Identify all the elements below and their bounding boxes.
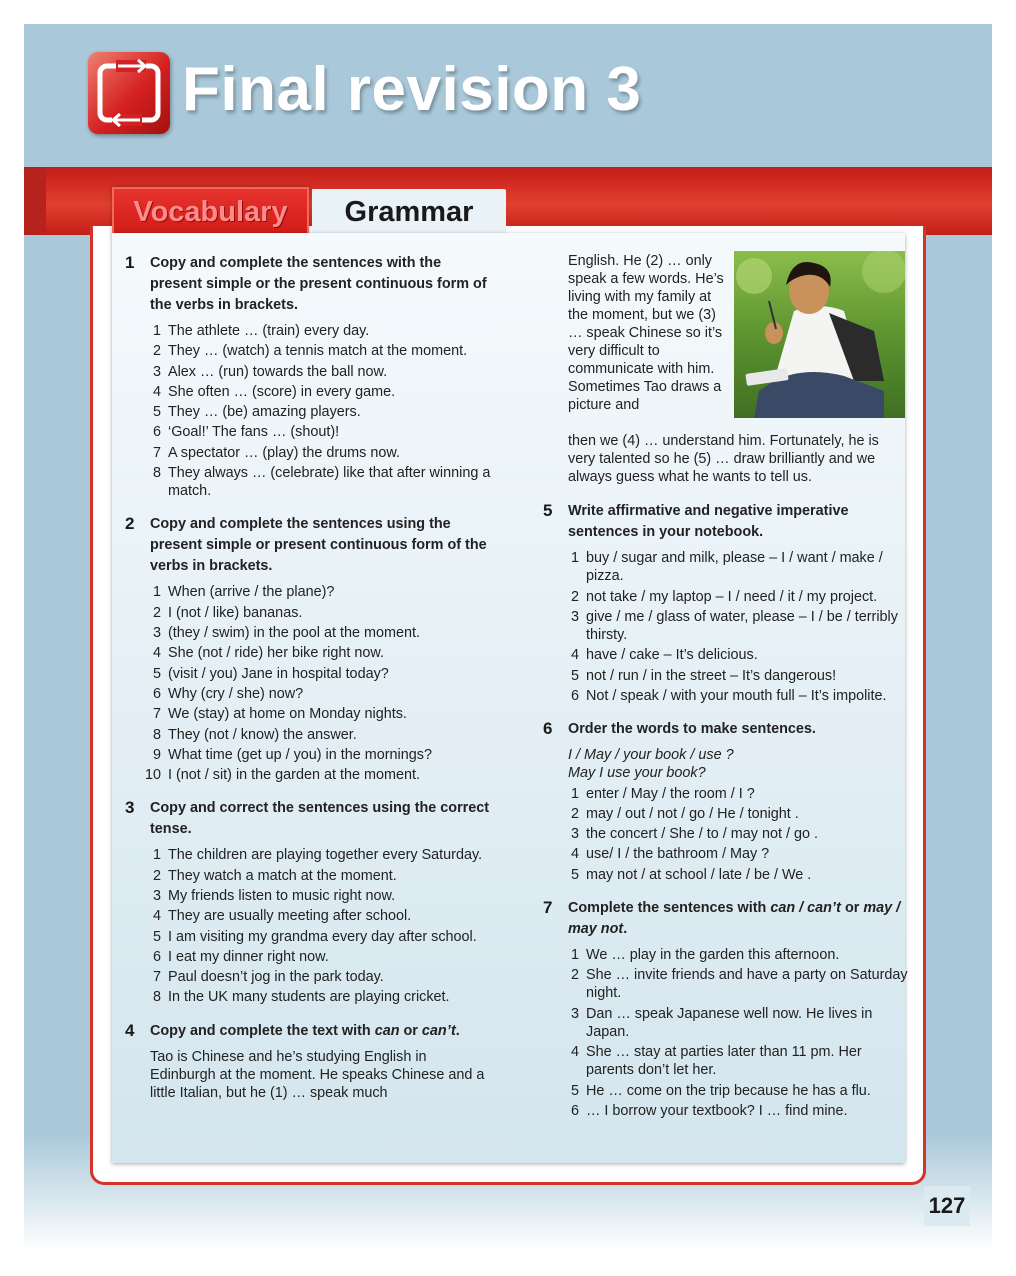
list-item: 2 They watch a match at the moment.	[152, 867, 397, 884]
list-item: 3 Alex … (run) towards the ball now.	[152, 363, 388, 380]
page-title: Final revision 3	[182, 55, 642, 124]
exercise-instruction: Copy and correct the sentences using the correct tense.	[150, 800, 490, 838]
tab-grammar[interactable]	[312, 189, 506, 235]
list-item: 5 not / run / in the street – It’s dangerous!	[570, 667, 837, 684]
tab-vocabulary[interactable]	[112, 187, 309, 235]
exercise-instruction: Write affirmative and negative imperative sentences in your notebook.	[568, 503, 849, 540]
list-item: 6 ‘Goal!’ The fans … (shout)!	[152, 424, 340, 441]
exercise-number: 1	[125, 253, 135, 272]
example-answer: May I use your book?	[568, 765, 706, 782]
exercise-items	[144, 583, 495, 784]
story-text-end: then we (4) … understand him. Fortunately, he is very talented so he (5) … draw brilliantly and we always guess what he wants to tell us.	[568, 433, 879, 485]
exercise-instruction: Complete the sentences with can / can’t or may / may not.	[568, 899, 901, 937]
list-item: 7 Paul doesn’t jog in the park today.	[152, 969, 384, 986]
exercise-items	[568, 946, 909, 1120]
list-item: 8 They always … (celebrate) like that after winning a match.	[152, 465, 491, 500]
exercise-6	[543, 719, 909, 884]
exercise-1	[125, 253, 495, 500]
exercise-3	[125, 798, 495, 1006]
page-number: 127	[924, 1186, 970, 1226]
list-item: 4 They are usually meeting after school.	[152, 908, 412, 925]
exercise-number: 6	[543, 719, 553, 739]
exercise-items	[568, 785, 909, 884]
exercise-instruction: Order the words to make sentences.	[568, 721, 816, 738]
tab-vocabulary-label: Vocabulary	[133, 196, 288, 228]
list-item: 7 A spectator … (play) the drums now.	[152, 444, 400, 461]
list-item: 2 She … invite friends and have a party on Saturday night.	[570, 967, 908, 1002]
list-item: 9 What time (get up / you) in the mornings?	[152, 746, 432, 763]
list-item: 5 They … (be) amazing players.	[152, 404, 361, 421]
list-item: 4 use/ I / the bathroom / May ?	[570, 846, 770, 863]
list-item: 4 She (not / ride) her bike right now.	[152, 645, 384, 662]
list-item: 1 When (arrive / the plane)?	[152, 584, 335, 601]
exercise-number: 3	[125, 798, 135, 818]
list-item: 6 … I borrow your textbook? I … find mine.	[570, 1102, 848, 1119]
exercise-items	[150, 322, 495, 500]
list-item: 10 I (not / sit) in the garden at the moment.	[144, 767, 420, 784]
list-item: 1 enter / May / the room / I ?	[570, 785, 755, 802]
list-item: 1 buy / sugar and milk, please – I / want / make / pizza.	[570, 550, 883, 585]
list-item: 8 They (not / know) the answer.	[152, 726, 357, 743]
list-item: 4 She often … (score) in every game.	[152, 383, 396, 400]
list-item: 6 Not / speak / with your mouth full – It’s impolite.	[570, 687, 887, 704]
exercise-number: 4	[125, 1020, 135, 1040]
list-item: 3 the concert / She / to / may not / go .	[570, 826, 818, 843]
list-item: 5 He … come on the trip because he has a flu.	[570, 1082, 871, 1099]
list-item: 5 I am visiting my grandma every day after school.	[152, 928, 477, 945]
exercise-4	[125, 1021, 495, 1103]
story-text-start: Tao is Chinese and he’s studying English in Edinburgh at the moment. He speaks Chinese and a little Italian, but he (1) … speak much	[150, 1048, 485, 1102]
list-item: 7 We (stay) at home on Monday nights.	[152, 706, 407, 723]
list-item: 2 may / out / not / go / He / tonight .	[570, 805, 799, 822]
list-item: 2 They … (watch) a tennis match at the moment.	[152, 343, 468, 360]
list-item: 5 (visit / you) Jane in hospital today?	[152, 665, 389, 682]
list-item: 6 I eat my dinner right now.	[152, 948, 329, 965]
exercise-items	[568, 549, 909, 705]
revision-arrows-icon	[88, 52, 170, 134]
exercise-instruction: Copy and complete the sentences with the present simple or the present continuous form of the verbs in brackets.	[150, 255, 487, 313]
list-item: 4 She … stay at parties later than 11 pm. Her parents don’t let her.	[570, 1044, 862, 1079]
list-item: 3 Dan … speak Japanese well now. He lives in Japan.	[570, 1005, 873, 1040]
story-text-continued: English. He (2) … only speak a few words. He’s living with my family at the moment, but we (3) … speak Chinese so it’s very difficult to communicate with him. Sometimes Tao draws a picture and	[568, 253, 724, 413]
list-item: 2 not take / my laptop – I / need / it / my project.	[570, 588, 878, 605]
left-column	[125, 253, 495, 1116]
list-item: 2 I (not / like) bananas.	[152, 604, 303, 621]
exercise-2	[125, 514, 495, 784]
list-item: 1 The children are playing together every Saturday.	[152, 847, 483, 864]
list-item: 1 The athlete … (train) every day.	[152, 323, 370, 339]
list-item: 3 (they / swim) in the pool at the moment.	[152, 625, 420, 642]
exercise-5	[543, 501, 909, 705]
tab-grammar-label: Grammar	[344, 196, 474, 228]
student-photo	[734, 251, 905, 418]
exercise-number: 5	[543, 501, 553, 520]
list-item: 3 give / me / glass of water, please – I / be / terribly thirsty.	[570, 608, 898, 643]
list-item: 6 Why (cry / she) now?	[152, 685, 304, 702]
right-column	[543, 501, 909, 1134]
exercise-instruction: Copy and complete the text with can or can’t.	[150, 1022, 460, 1039]
exercise-number: 2	[125, 514, 135, 534]
exercise-number: 7	[543, 897, 553, 917]
list-item: 4 have / cake – It’s delicious.	[570, 647, 758, 664]
exercise-items	[150, 846, 495, 1006]
list-item: 3 My friends listen to music right now.	[152, 887, 396, 904]
exercise-7	[543, 898, 909, 1120]
list-item: 1 We … play in the garden this afternoon.	[570, 946, 840, 963]
list-item: 5 may not / at school / late / be / We .	[570, 866, 812, 883]
exercise-instruction: Copy and complete the sentences using the present simple or present continuous form of the verbs in brackets.	[150, 516, 487, 575]
example-question: I / May / your book / use ?	[568, 747, 734, 764]
list-item: 8 In the UK many students are playing cricket.	[152, 989, 450, 1006]
